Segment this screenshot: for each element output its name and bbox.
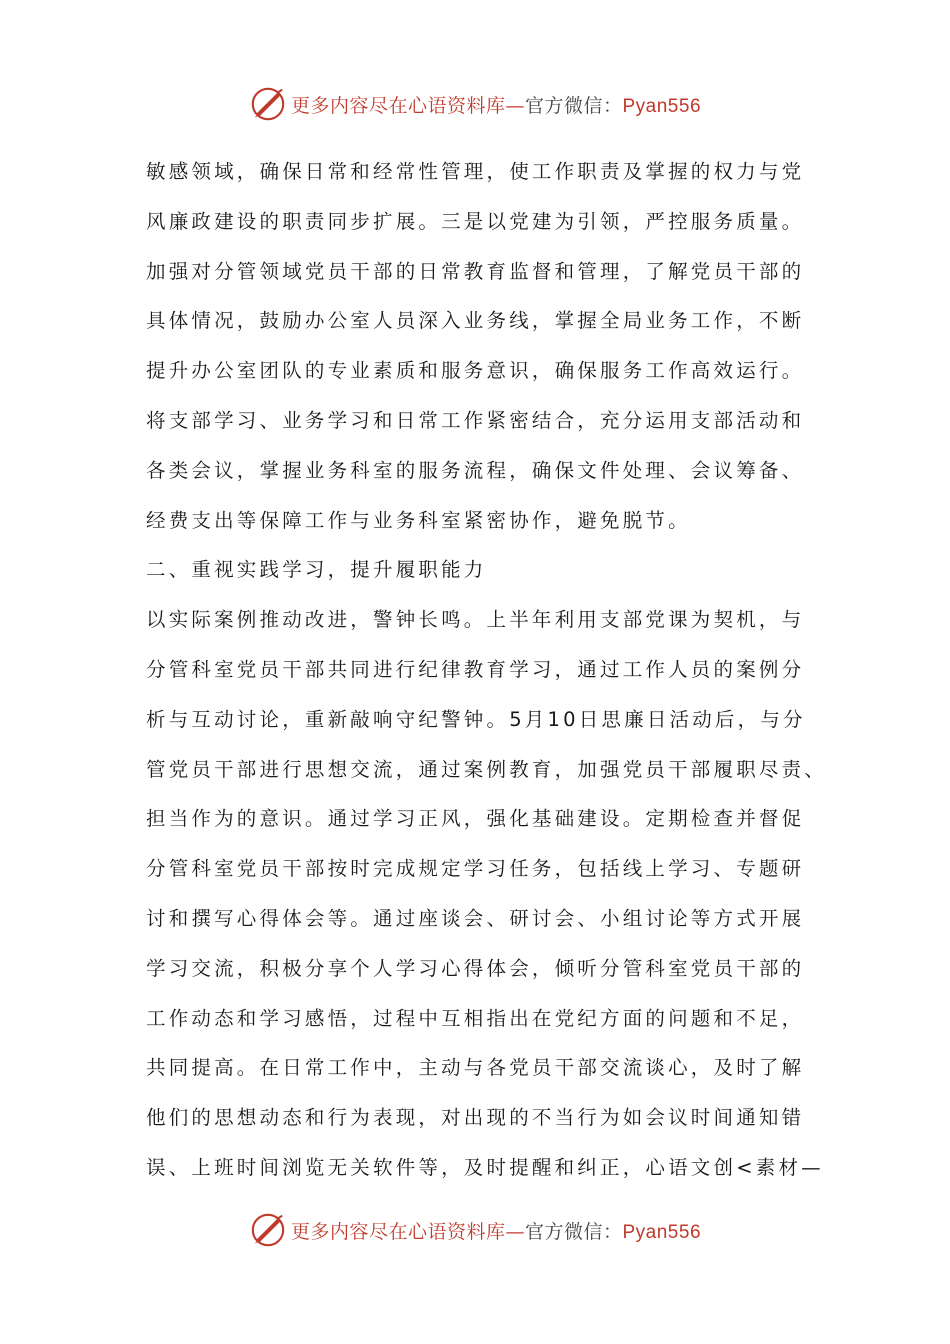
body-line: 分管科室党员干部共同进行纪律教育学习，通过工作人员的案例分 <box>146 657 805 681</box>
body-line: 讨和撰写心得体会等。通过座谈会、研讨会、小组讨论等方式开展 <box>146 906 805 930</box>
header-banner <box>0 84 950 124</box>
banner-main-text: 更多内容尽在心语资料库 <box>290 1220 506 1243</box>
banner-text <box>291 91 701 118</box>
body-line: 各类会议，掌握业务科室的服务流程，确保文件处理、会议筹备、 <box>146 458 805 482</box>
body-line: 工作动态和学习感悟，过程中互相指出在党纪方面的问题和不足， <box>146 1006 805 1030</box>
body-line: 敏感领域，确保日常和经常性管理，使工作职责及掌握的权力与党 <box>146 160 805 183</box>
document-body <box>146 147 828 1193</box>
body-line: 析与互动讨论，重新敲响守纪警钟。5月10日思廉日活动后，与分 <box>146 707 806 731</box>
pen-logo-icon <box>249 85 287 123</box>
body-line: 担当作为的意识。通过学习正风，强化基础建设。定期检查并督促 <box>146 807 805 831</box>
body-line: 误、上班时间浏览无关软件等，及时提醒和纠正，心语文创<素材— <box>146 1155 824 1179</box>
banner-wechat-label: 官方微信： <box>524 1220 623 1243</box>
banner-wechat-id: Pyan556 <box>622 1221 702 1243</box>
banner-dash: — <box>505 1220 525 1243</box>
banner-main-text: 更多内容尽在心语资料库 <box>290 94 506 117</box>
body-line: 经费支出等保障工作与业务科室紧密协作，避免脱节。 <box>146 508 691 532</box>
body-line: 学习交流，积极分享个人学习心得体会，倾听分管科室党员干部的 <box>146 956 805 980</box>
banner-wechat-id: Pyan556 <box>622 95 702 117</box>
footer-banner <box>0 1210 950 1250</box>
body-line: 风廉政建设的职责同步扩展。三是以党建为引领，严控服务质量。 <box>146 209 805 233</box>
body-line: 管党员干部进行思想交流，通过案例教育，加强党员干部履职尽责、 <box>146 757 828 781</box>
body-line: 加强对分管领域党员干部的日常教育监督和管理，了解党员干部的 <box>146 259 805 283</box>
banner-text <box>291 1217 701 1244</box>
body-line: 将支部学习、业务学习和日常工作紧密结合，充分运用支部活动和 <box>146 408 805 432</box>
section-heading: 二、重视实践学习，提升履职能力 <box>146 558 487 582</box>
body-line: 分管科室党员干部按时完成规定学习任务，包括线上学习、专题研 <box>146 857 805 881</box>
body-line: 他们的思想动态和行为表现，对出现的不当行为如会议时间通知错 <box>146 1106 805 1130</box>
pen-logo-icon <box>249 1211 287 1249</box>
body-line: 提升办公室团队的专业素质和服务意识，确保服务工作高效运行。 <box>146 359 805 383</box>
banner-dash: — <box>505 94 525 117</box>
body-line: 具体情况，鼓励办公室人员深入业务线，掌握全局业务工作，不断 <box>146 309 805 333</box>
body-line: 以实际案例推动改进，警钟长鸣。上半年利用支部党课为契机，与 <box>146 608 805 632</box>
body-line: 共同提高。在日常工作中，主动与各党员干部交流谈心，及时了解 <box>146 1056 805 1080</box>
banner-wechat-label: 官方微信： <box>524 94 623 117</box>
